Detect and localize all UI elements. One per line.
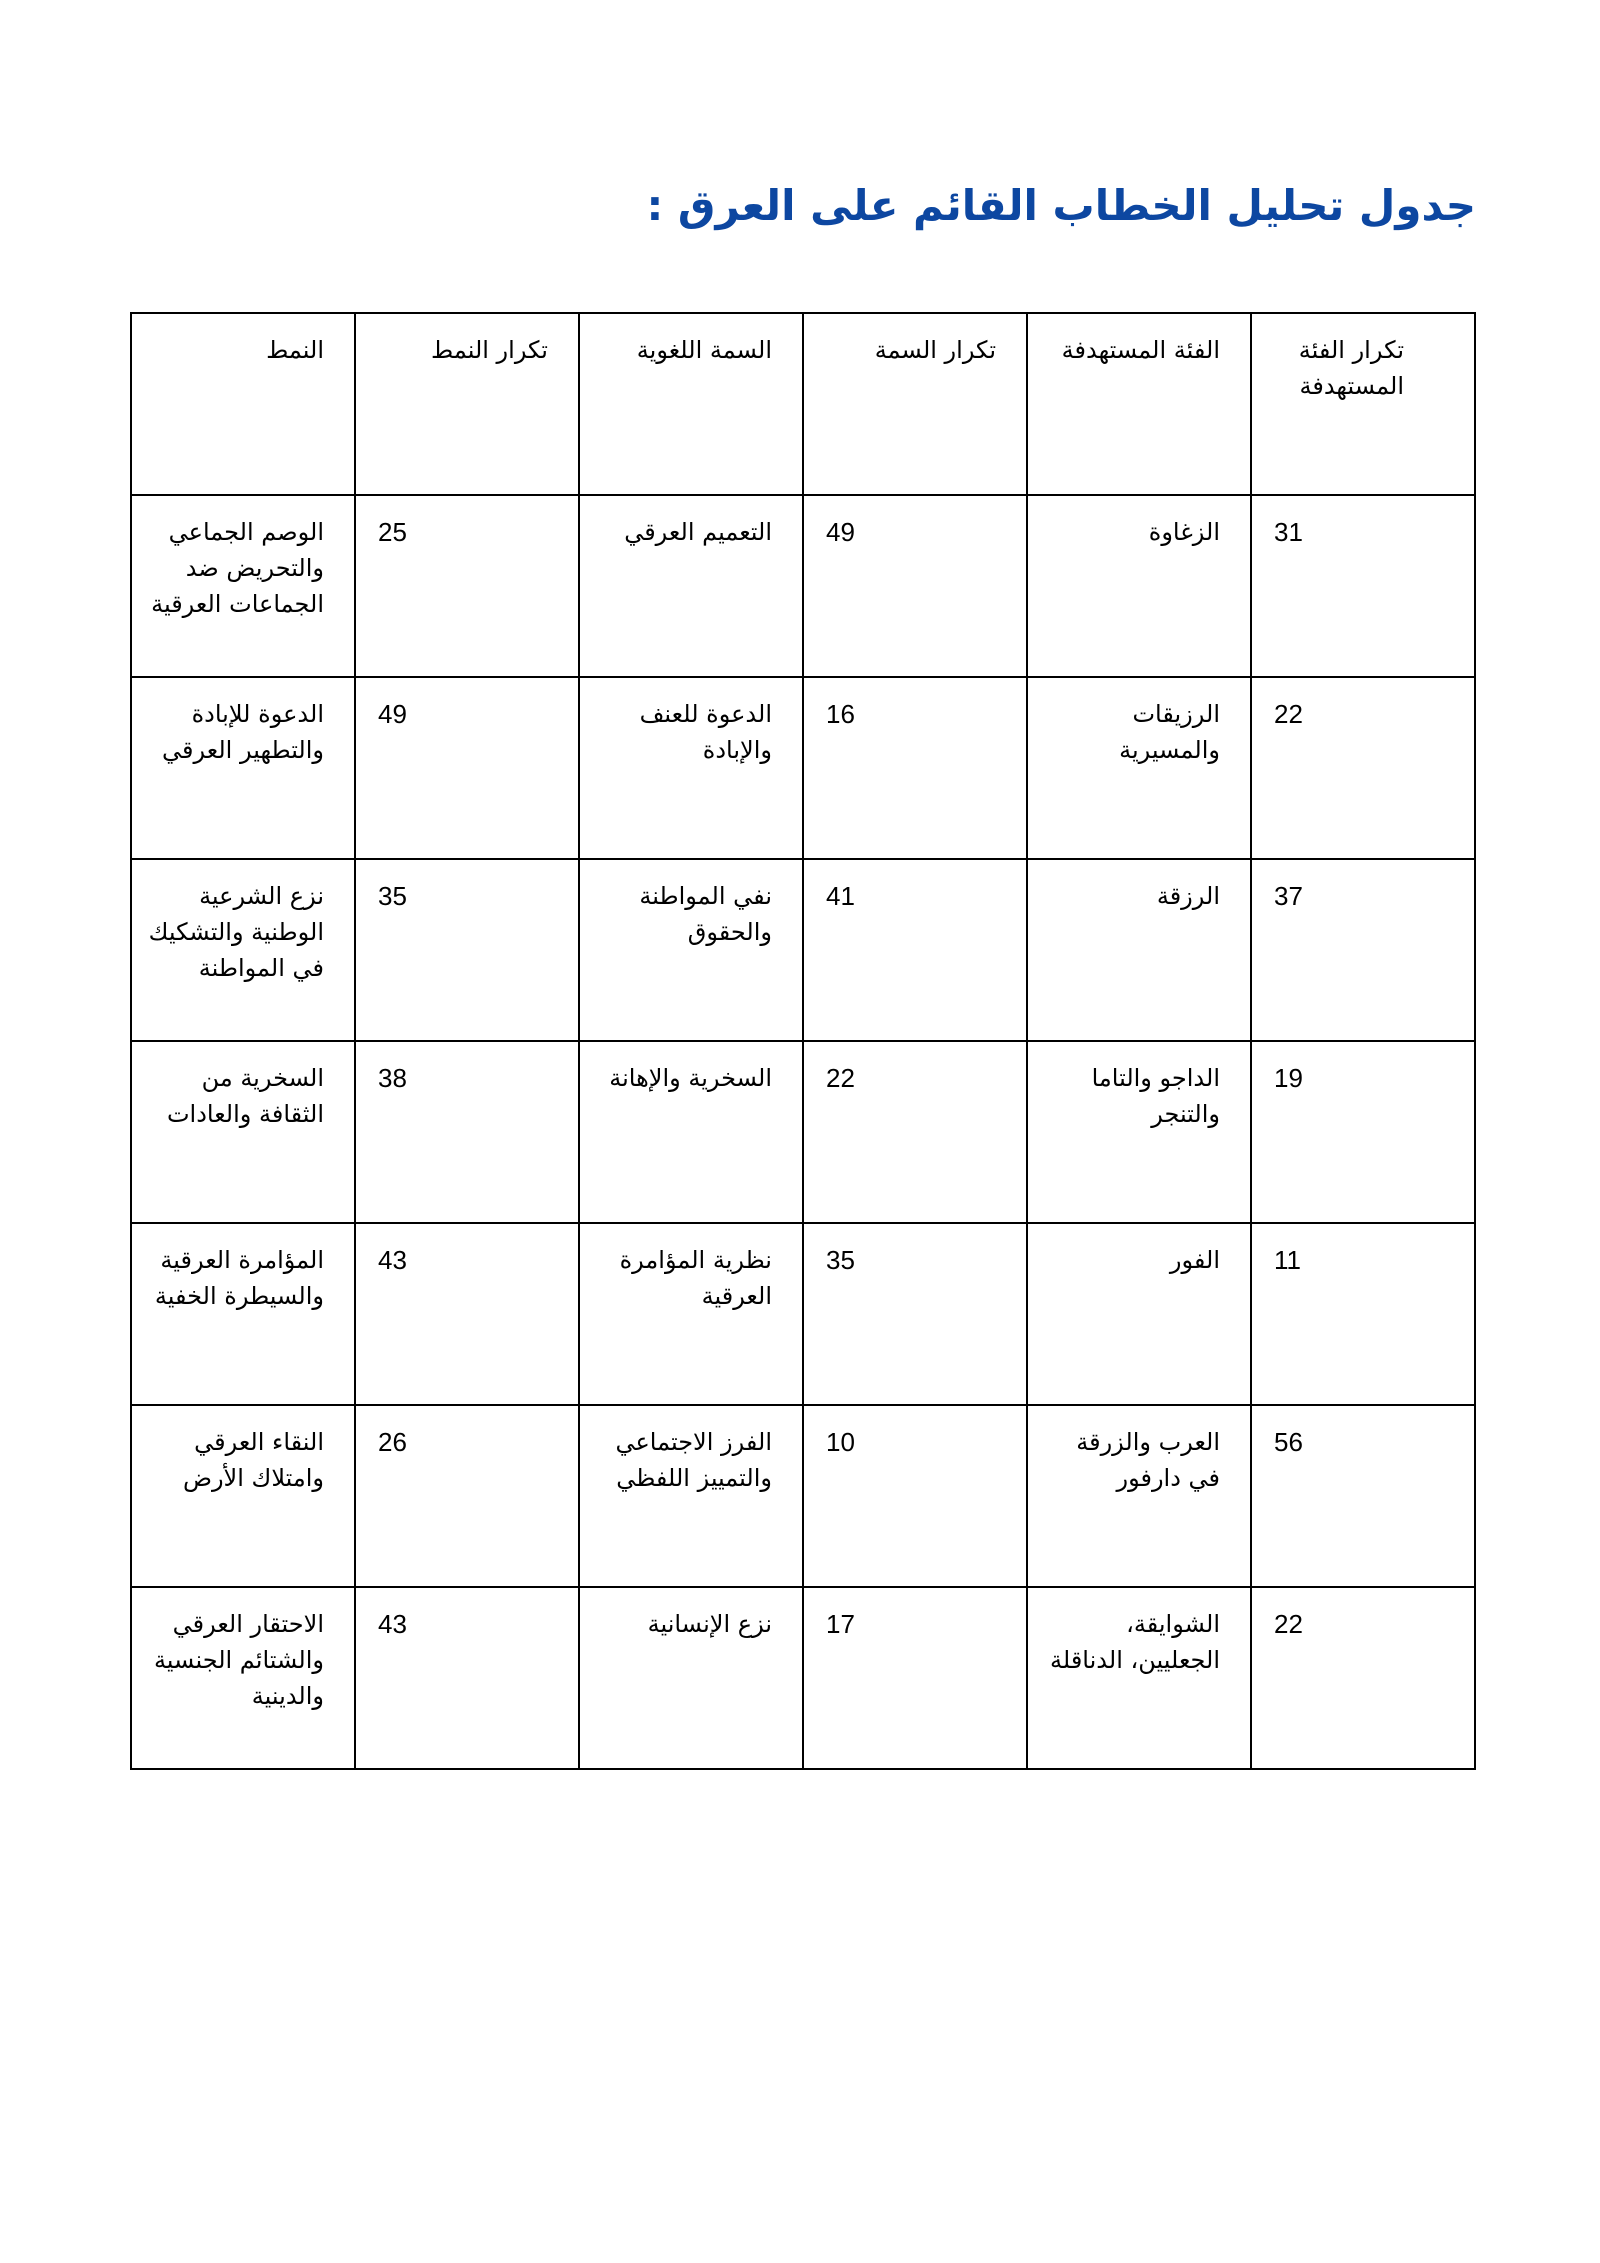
table-row xyxy=(131,859,1475,1041)
cell-pattern-freq: 49 xyxy=(355,677,579,859)
cell-pattern-freq: 43 xyxy=(355,1223,579,1405)
cell-feature: السخرية والإهانة xyxy=(579,1041,803,1223)
table-row xyxy=(131,1223,1475,1405)
cell-group-freq: 19 xyxy=(1251,1041,1475,1223)
header-group-freq: تكرار الفئة المستهدفة xyxy=(1251,313,1475,495)
cell-group: الزغاوة xyxy=(1027,495,1251,677)
header-feature-freq: تكرار السمة xyxy=(803,313,1027,495)
cell-pattern-freq: 26 xyxy=(355,1405,579,1587)
cell-pattern: الاحتقار العرقي والشتائم الجنسية والدينية xyxy=(131,1587,355,1769)
cell-feature: نظرية المؤامرة العرقية xyxy=(579,1223,803,1405)
cell-feature-freq: 35 xyxy=(803,1223,1027,1405)
cell-group: الرزيقات والمسيرية xyxy=(1027,677,1251,859)
cell-feature: الفرز الاجتماعي والتمييز اللفظي xyxy=(579,1405,803,1587)
cell-pattern: الدعوة للإبادة والتطهير العرقي xyxy=(131,677,355,859)
table-row xyxy=(131,1587,1475,1769)
cell-pattern: نزع الشرعية الوطنية والتشكيك في المواطنة xyxy=(131,859,355,1041)
cell-pattern-freq: 38 xyxy=(355,1041,579,1223)
cell-feature-freq: 22 xyxy=(803,1041,1027,1223)
cell-feature: نفي المواطنة والحقوق xyxy=(579,859,803,1041)
cell-pattern-freq: 25 xyxy=(355,495,579,677)
cell-feature-freq: 41 xyxy=(803,859,1027,1041)
cell-group: العرب والزرقة في دارفور xyxy=(1027,1405,1251,1587)
cell-feature-freq: 49 xyxy=(803,495,1027,677)
cell-feature-freq: 10 xyxy=(803,1405,1027,1587)
page-title: جدول تحليل الخطاب القائم على العرق : xyxy=(646,181,1476,230)
table-row xyxy=(131,1041,1475,1223)
table-row xyxy=(131,677,1475,859)
cell-group-freq: 56 xyxy=(1251,1405,1475,1587)
cell-pattern: النقاء العرقي وامتلاك الأرض xyxy=(131,1405,355,1587)
cell-group-freq: 31 xyxy=(1251,495,1475,677)
table-row xyxy=(131,1405,1475,1587)
cell-group-freq: 22 xyxy=(1251,1587,1475,1769)
cell-group: الداجو والتاما والتنجر xyxy=(1027,1041,1251,1223)
analysis-table xyxy=(130,312,1476,1770)
table-row xyxy=(131,495,1475,677)
cell-pattern: السخرية من الثقافة والعادات xyxy=(131,1041,355,1223)
analysis-table-container xyxy=(130,312,1475,1770)
table-header-row xyxy=(131,313,1475,495)
cell-pattern: الوصم الجماعي والتحريض ضد الجماعات العرقية xyxy=(131,495,355,677)
cell-feature-freq: 16 xyxy=(803,677,1027,859)
cell-group-freq: 11 xyxy=(1251,1223,1475,1405)
header-pattern: النمط xyxy=(131,313,355,495)
header-group: الفئة المستهدفة xyxy=(1027,313,1251,495)
cell-feature: الدعوة للعنف والإبادة xyxy=(579,677,803,859)
cell-group: الشوايقة، الجعليين، الدناقلة xyxy=(1027,1587,1251,1769)
cell-group-freq: 22 xyxy=(1251,677,1475,859)
cell-feature: التعميم العرقي xyxy=(579,495,803,677)
cell-pattern: المؤامرة العرقية والسيطرة الخفية xyxy=(131,1223,355,1405)
header-feature: السمة اللغوية xyxy=(579,313,803,495)
cell-pattern-freq: 43 xyxy=(355,1587,579,1769)
cell-pattern-freq: 35 xyxy=(355,859,579,1041)
cell-feature: نزع الإنسانية xyxy=(579,1587,803,1769)
cell-group: الفور xyxy=(1027,1223,1251,1405)
cell-group: الرزقة xyxy=(1027,859,1251,1041)
cell-group-freq: 37 xyxy=(1251,859,1475,1041)
header-pattern-freq: تكرار النمط xyxy=(355,313,579,495)
cell-feature-freq: 17 xyxy=(803,1587,1027,1769)
